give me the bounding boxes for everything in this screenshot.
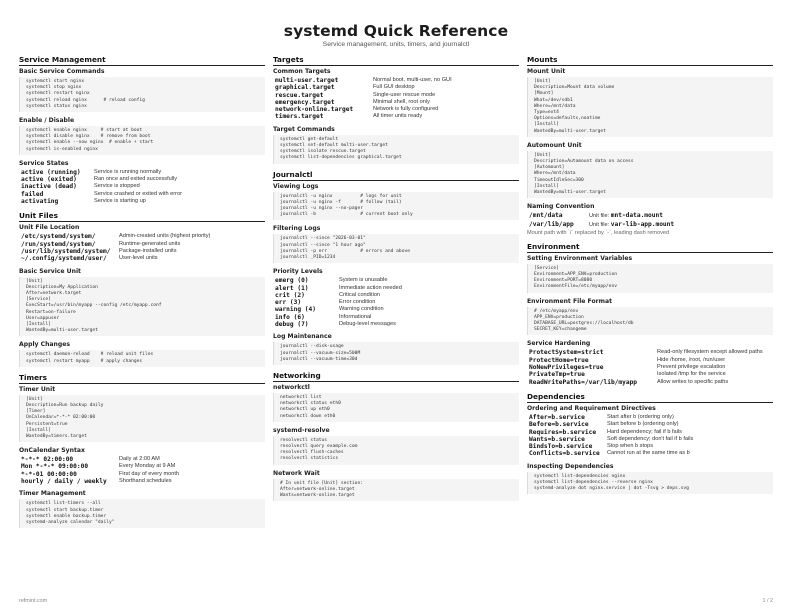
subsection-priority-levels [273, 268, 519, 328]
section-targets [273, 55, 519, 164]
subsection-title: Target Commands [273, 125, 335, 133]
table-row [273, 285, 519, 292]
code-block: resolvectl status resolvectl query example.com resolvectl flush-caches resolvectl statistics [273, 436, 519, 465]
table-row [19, 471, 265, 478]
subsection-title: Basic Service Commands [19, 68, 105, 75]
section-mounts [527, 55, 773, 236]
subsection-title: Service States [19, 159, 69, 167]
row-key: multi-user.target [275, 77, 339, 84]
row-description: Start after b (ordering only) [607, 413, 674, 420]
code-block: journalctl --since "2026-03-01" journalctl --since "1 hour ago" journalctl -p err # errors and above journalctl _PID=1234 [273, 234, 519, 263]
row-key: alert (1) [275, 284, 309, 292]
subsection-network-wait [273, 470, 519, 502]
subsection-automount-unit [527, 142, 773, 198]
row-description: Daily at 2:00 AM [119, 456, 160, 463]
table-row [273, 321, 519, 328]
row-description: Cannot run at the same time as b [607, 450, 690, 457]
subsection-timer-management [19, 490, 265, 528]
kv-table [273, 77, 519, 121]
unit-file-prefix: Unit file: [589, 221, 611, 228]
table-row [273, 277, 519, 284]
table-row [19, 255, 265, 262]
subsection-title: Naming Convention [527, 203, 595, 211]
row-description: Runtime-generated units [119, 240, 181, 247]
subsection-title: OnCalendar Syntax [19, 447, 85, 455]
subsection-basic-service-commands [19, 68, 265, 112]
row-description: Debug-level messages [339, 321, 396, 327]
subsection-title: Enable / Disable [19, 117, 75, 125]
table-row [19, 241, 265, 248]
table-row [527, 421, 773, 428]
code-block: journalctl --disk-usage journalctl --vacuum-size=500M journalctl --vacuum-time=30d [273, 342, 519, 365]
table-row [273, 314, 519, 321]
row-description: Full GUI desktop [373, 84, 415, 91]
code-block: # /etc/myapp/env APP_ENV=production DATABASE_URL=postgres://localhost/db SECRET_KEY=changeme [527, 307, 773, 336]
subsection-title: Ordering and Requirement Directives [527, 404, 656, 412]
kv-table [19, 169, 265, 205]
row-description: Start before b (ordering only) [607, 421, 679, 428]
code-block: [Unit] Description=Run backup daily [Timer] OnCalendar=*-*-* 02:00:00 Persistent=true [Install] WantedBy=timers.target [19, 395, 265, 442]
page-subtitle: Service management, units, timers, and journalctl [322, 41, 470, 48]
row-key: crit (2) [275, 291, 305, 299]
row-key: Before=b.service [529, 421, 589, 429]
footer-site: refmint.com [19, 598, 48, 604]
row-description: User-level units [119, 255, 158, 262]
row-key: ProtectHome=true [529, 356, 589, 364]
columns [19, 55, 773, 534]
row-key: emergency.target [275, 98, 335, 106]
subsection-title: Log Maintenance [273, 333, 332, 341]
row-description: Normal boot, multi-user, no GUI [373, 77, 452, 83]
subsection-naming-convention [527, 203, 773, 236]
section-networking [273, 371, 519, 501]
subsection-oncalendar-syntax [19, 447, 265, 485]
row-key: debug (7) [275, 321, 309, 328]
unit-file-name: mnt-data.mount [610, 212, 663, 220]
column-3 [527, 55, 773, 534]
row-description: Critical condition [339, 291, 381, 298]
row-description: Isolated /tmp for the service [657, 371, 726, 378]
row-description: Package-installed units [119, 247, 177, 254]
row-key: *-*-01 00:00:00 [21, 470, 77, 478]
section-unit-files [19, 211, 265, 366]
section-title: Mounts [527, 55, 773, 66]
row-key: activating [21, 198, 59, 206]
row-description: Hide /home, /root, /run/user [657, 356, 726, 363]
subsection-title: Basic Service Unit [19, 267, 81, 275]
code-block: systemctl start nginx systemctl stop nginx systemctl restart nginx systemctl reload nginx # reload config systemctl status nginx [19, 77, 265, 112]
code-block: systemctl enable nginx # start at boot systemctl disable nginx # remove from boot systemctl enable --now nginx # enable + start systemctl is-enabled nginx [19, 126, 265, 155]
kv-table [527, 414, 773, 458]
row-description: Soft dependency; don't fail if b fails [607, 435, 694, 442]
row-description: Informational [339, 313, 372, 320]
row-key: timers.target [275, 113, 324, 121]
row-key: inactive (dead) [21, 183, 77, 191]
unit-file-prefix: Unit file: [589, 213, 611, 220]
section-title: Networking [273, 371, 519, 382]
section-service-management [19, 55, 265, 205]
row-description: Hard dependency; fail if b fails [607, 428, 682, 435]
subsection-title: Service Hardening [527, 340, 591, 348]
table-row [273, 292, 519, 299]
subsection-viewing-logs [273, 183, 519, 221]
subsection-inspecting-dependencies [527, 463, 773, 495]
row-key: /run/systemd/system/ [21, 240, 96, 248]
row-description: Every Monday at 9 AM [119, 463, 176, 470]
subsection-apply-changes [19, 341, 265, 366]
row-key: graphical.target [275, 84, 335, 92]
row-description: Service is stopped [94, 183, 140, 190]
section-title: Service Management [19, 55, 265, 66]
kv-table [19, 456, 265, 485]
subsection-title: Timer Unit [19, 385, 56, 393]
section-environment [527, 242, 773, 386]
row-key: Wants=b.service [529, 435, 585, 443]
table-row [273, 92, 519, 99]
row-key: emerg (0) [275, 277, 309, 285]
row-description: Shorthand schedules [119, 478, 172, 485]
subsection-title: systemd-resolve [273, 426, 330, 434]
row-key: /usr/lib/systemd/system/ [21, 247, 111, 255]
code-block: [Unit] Description=Automount data on access [Automount] Where=/mnt/data TimeoutIdleSec=300 [Install] WantedBy=multi-user.target [527, 151, 773, 198]
table-row [527, 379, 773, 386]
table-row [527, 221, 773, 229]
table-row [273, 113, 519, 120]
section-title: Journalctl [273, 170, 519, 181]
row-key: active (exited) [21, 176, 77, 184]
subsection-title: Setting Environment Variables [527, 254, 633, 262]
subsection-mount-unit [527, 68, 773, 137]
row-description: Minimal shell, root only [373, 98, 430, 105]
code-block: systemctl list-dependencies nginx systemctl list-dependencies --reverse nginx systemd-analyze dot nginx.service | dot -Tsvg > deps.svg [527, 472, 773, 495]
subsection-title: Mount Unit [527, 68, 566, 75]
table-row [273, 306, 519, 313]
row-key: hourly / daily / weekly [21, 478, 107, 486]
subsection-systemd-resolve [273, 427, 519, 465]
row-description: Prevent privilege escalation [657, 364, 726, 371]
subsection-enable-disable [19, 117, 265, 155]
column-1 [19, 55, 265, 534]
section-timers [19, 373, 265, 528]
naming-table [527, 212, 773, 229]
row-description: Error condition [339, 299, 376, 306]
row-key: After=b.service [529, 413, 585, 421]
mount-path: /mnt/data [529, 212, 563, 220]
naming-note: Mount path with `/` replaced by `-`, leading dash removed [527, 229, 670, 236]
subsection-title: Viewing Logs [273, 182, 319, 190]
code-block: systemctl daemon-reload # reload unit files systemctl restart myapp # apply changes [19, 350, 265, 366]
code-block: # In unit file [Unit] section: After=network-online.target Wants=network-online.target [273, 479, 519, 502]
subsection-target-commands [273, 126, 519, 164]
page-header [0, 0, 792, 52]
row-description: Network is fully configured [373, 106, 439, 113]
subsection-title: Priority Levels [273, 268, 323, 276]
row-key: ProtectSystem=strict [529, 349, 604, 357]
section-title: Timers [19, 373, 265, 384]
subsection-timer-unit [19, 386, 265, 442]
row-description: Single-user rescue mode [373, 91, 436, 98]
subsection-title: Environment File Format [527, 297, 613, 305]
section-dependencies [527, 392, 773, 494]
section-title: Environment [527, 242, 773, 253]
subsection-title: Timer Management [19, 490, 86, 498]
row-description: Service is running normally [94, 168, 162, 175]
row-description: System is unusable [339, 277, 388, 284]
table-row [19, 463, 265, 470]
row-description: Read-only filesystem except allowed paths [657, 349, 763, 356]
row-description: Immediate action needed [339, 284, 402, 291]
column-2 [273, 55, 519, 534]
subsection-filtering-logs [273, 225, 519, 263]
row-key: failed [21, 190, 44, 198]
table-row [527, 212, 773, 220]
row-key: info (6) [275, 313, 305, 321]
subsection-title: Inspecting Dependencies [527, 462, 614, 470]
section-title: Dependencies [527, 392, 773, 403]
code-block: journalctl -u nginx # logs for unit journalctl -u nginx -f # follow (tail) journalctl -u nginx --no-pager journalctl -b # current boot only [273, 192, 519, 221]
kv-table [527, 349, 773, 385]
code-block: systemctl get-default systemctl set-default multi-user.target systemctl isolate rescue.target systemctl list-dependencies graphical.target [273, 135, 519, 164]
row-key: active (running) [21, 168, 81, 176]
subsection-setting-env-vars [527, 255, 773, 293]
table-row [527, 349, 773, 356]
row-key: *-*-* 02:00:00 [21, 456, 74, 464]
table-row [19, 183, 265, 190]
subsection-service-states [19, 160, 265, 205]
code-block: systemctl list-timers --all systemctl start backup.timer systemctl enable backup.timer systemd-analyze calendar "daily" [19, 499, 265, 528]
subsection-title: Common Targets [273, 68, 331, 75]
row-description: Admin-created units (highest priority) [119, 233, 211, 240]
row-description: Ran once and exited successfully [94, 176, 178, 183]
mount-path: /var/lib/app [529, 220, 574, 228]
code-block: [Service] Environment=APP_ENV=production Environment=PORT=8080 EnvironmentFile=/etc/myapp/env [527, 264, 773, 293]
section-title: Unit Files [19, 211, 265, 222]
row-key: ReadWritePaths=/var/lib/myapp [529, 378, 638, 386]
row-key: Conflicts=b.service [529, 450, 600, 458]
row-key: Mon *-*-* 09:00:00 [21, 463, 89, 471]
subsection-unit-file-location [19, 224, 265, 262]
subsection-title: Filtering Logs [273, 225, 321, 233]
subsection-title: Network Wait [273, 469, 320, 477]
row-key: PrivateTmp=true [529, 371, 585, 379]
table-row [273, 84, 519, 91]
subsection-title: networkctl [273, 383, 310, 391]
row-key: rescue.target [275, 91, 324, 99]
table-row [527, 371, 773, 378]
code-block: networkctl list networkctl status eth0 networkctl up eth0 networkctl down eth0 [273, 393, 519, 422]
table-row [19, 191, 265, 198]
unit-file-cell [589, 221, 773, 229]
row-key: err (3) [275, 299, 302, 307]
row-description: Stop when b stops [607, 443, 654, 450]
page-title: systemd Quick Reference [283, 22, 509, 40]
subsection-common-targets [273, 68, 519, 121]
table-row [19, 478, 265, 485]
row-description: Warning condition [339, 306, 384, 313]
table-row [19, 233, 265, 240]
row-key: network-online.target [275, 106, 354, 114]
unit-file-name: var-lib-app.mount [610, 220, 675, 228]
row-key: /etc/systemd/system/ [21, 233, 96, 241]
code-block: [Unit] Description=My Application After=network.target [Service] ExecStart=/usr/bin/myapp --config /etc/myapp.conf Restart=on-failure User=appuser [Install] WantedBy=multi-user.target [19, 277, 265, 337]
table-row [527, 429, 773, 436]
row-description: All timer units ready [373, 113, 423, 120]
row-description: First day of every month [119, 470, 179, 477]
section-journalctl [273, 170, 519, 365]
table-row [19, 198, 265, 205]
kv-table [273, 277, 519, 328]
subsection-log-maintenance [273, 333, 519, 365]
code-block: [Unit] Description=Mount data volume [Mount] What=/dev/sdb1 Where=/mnt/data Type=ext4 Options=defaults,noatime [Install] WantedBy=multi-user.target [527, 77, 773, 137]
row-key: Requires=b.service [529, 428, 597, 436]
subsection-title: Apply Changes [19, 341, 71, 349]
table-row [19, 456, 265, 463]
subsection-basic-service-unit [19, 268, 265, 337]
row-description: Allow writes to specific paths [657, 378, 729, 385]
unit-file-cell [589, 212, 773, 220]
section-title: Targets [273, 55, 519, 66]
row-key: NoNewPrivileges=true [529, 364, 604, 372]
table-row [527, 357, 773, 364]
subsection-title: Unit File Location [19, 224, 80, 232]
row-key: BindsTo=b.service [529, 443, 593, 451]
footer-page-number: 1 / 2 [762, 598, 773, 604]
row-description: Service crashed or exited with error [94, 190, 182, 197]
subsection-ordering-directives [527, 405, 773, 458]
subsection-networkctl [273, 384, 519, 422]
subsection-env-file-format [527, 298, 773, 336]
row-description: Service is starting up [94, 198, 146, 205]
subsection-service-hardening [527, 340, 773, 385]
kv-table [19, 233, 265, 262]
subsection-title: Automount Unit [527, 141, 582, 149]
table-row [527, 450, 773, 457]
row-key: ~/.config/systemd/user/ [21, 255, 107, 263]
row-key: warning (4) [275, 306, 316, 314]
